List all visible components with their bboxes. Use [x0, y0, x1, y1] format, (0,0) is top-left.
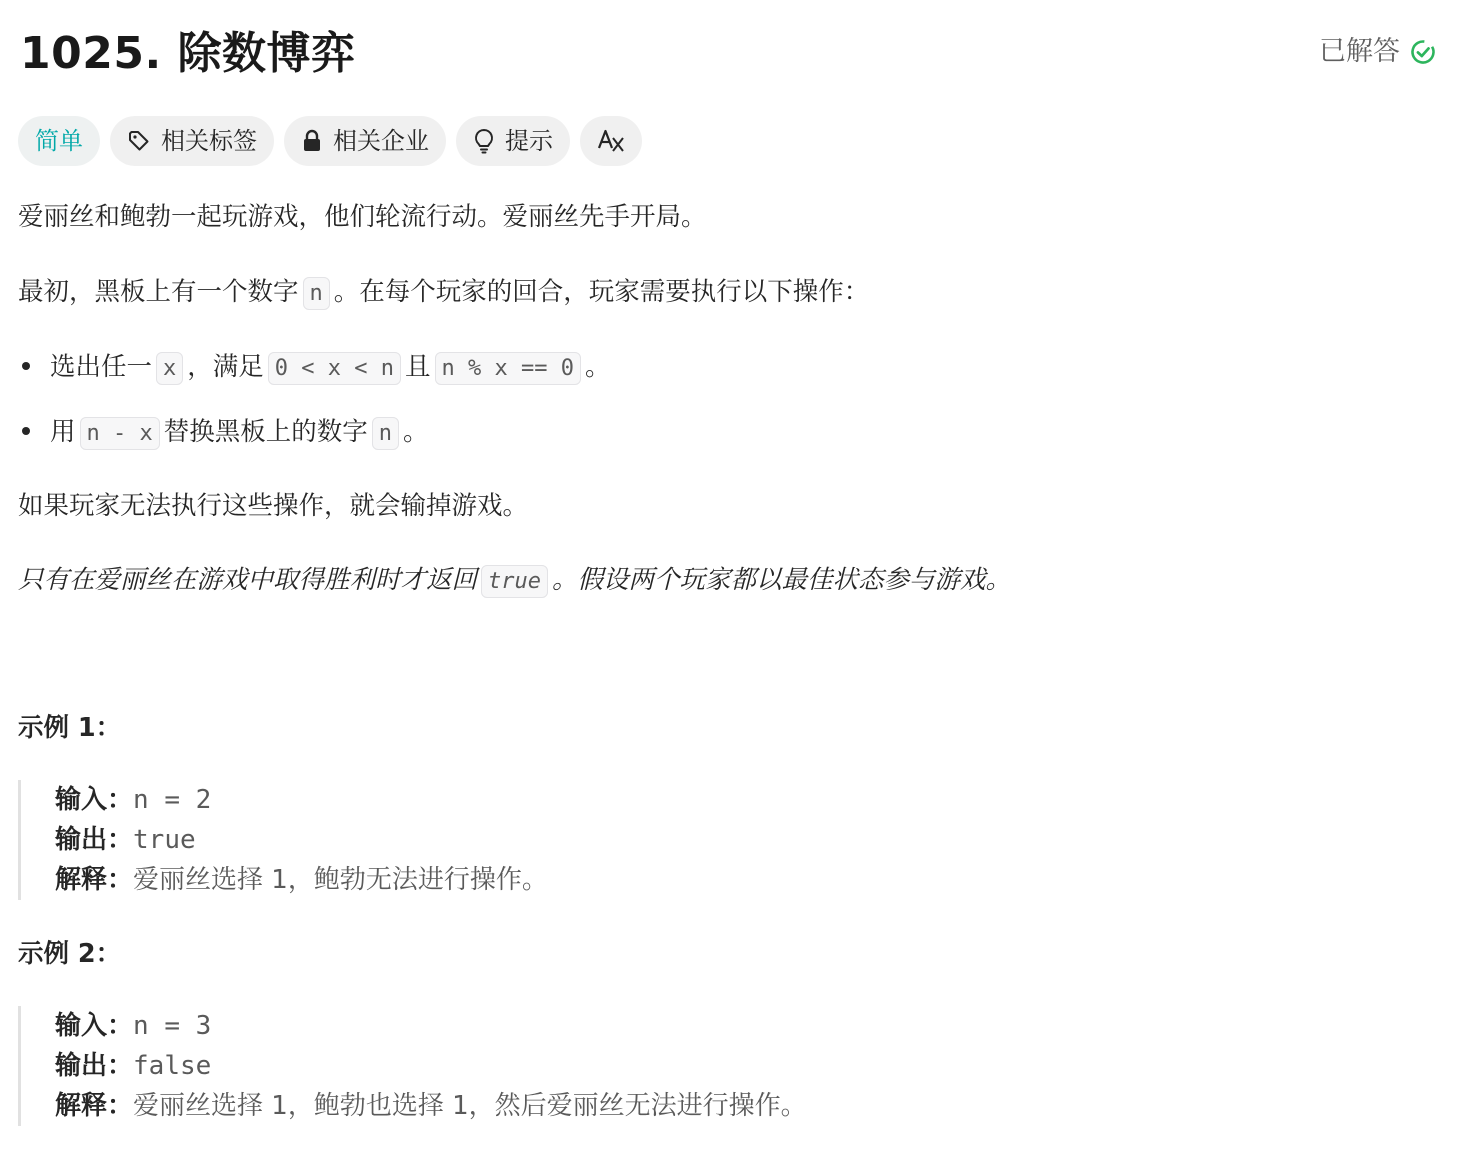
description-paragraph-4: [18, 563, 1011, 599]
example-input-line: [55, 780, 918, 820]
example-explanation-text: 爱丽丝选择 1，鲍勃也选择 1，然后爱丽丝无法进行操作。: [133, 1091, 807, 1121]
related-companies-button[interactable]: [284, 116, 446, 166]
example-output-value: true: [133, 825, 196, 855]
solved-status-label: 已解答: [1319, 36, 1400, 67]
inline-code-modulo: n % x == 0: [435, 352, 581, 385]
b1-text-1: 选出任一: [50, 352, 153, 382]
p4-text-start: 只有在爱丽丝在游戏中取得胜利时才返回: [18, 565, 478, 595]
description-paragraph-1: 爱丽丝和鲍勃一起玩游戏，他们轮流行动。爱丽丝先手开局。: [18, 202, 707, 232]
example-explanation-line: [55, 860, 918, 900]
inline-code-true: true: [481, 565, 548, 598]
bullet-dot: [22, 362, 30, 370]
tag-bar: [18, 116, 642, 166]
example-2-title: 示例 2：: [18, 939, 122, 969]
difficulty-badge[interactable]: [18, 116, 100, 166]
translate-icon: [597, 128, 625, 154]
example-input-line: [55, 1006, 918, 1046]
b1-text-4: 。: [584, 352, 611, 382]
example-input-value: n = 3: [133, 1011, 212, 1041]
b2-text-3: 。: [403, 417, 429, 447]
example-explanation-label: 解释：: [55, 1091, 134, 1121]
example-output-label: 输出：: [55, 1051, 134, 1081]
related-companies-label: 相关企业: [333, 127, 429, 155]
example-input-label: 输入：: [55, 1011, 134, 1041]
example-explanation-label: 解释：: [55, 865, 134, 895]
bullet-item-1: [22, 350, 610, 386]
p4-text-end: 。假设两个玩家都以最佳状态参与游戏。: [552, 565, 1012, 595]
solved-status: [1319, 34, 1436, 70]
example-input-value: n = 2: [133, 785, 212, 815]
b1-text-3: 且: [405, 352, 431, 382]
hints-label: 提示: [505, 127, 553, 155]
example-explanation-text: 爱丽丝选择 1，鲍勃无法进行操作。: [133, 865, 548, 895]
lightbulb-icon: [473, 128, 495, 154]
example-output-line: [55, 820, 918, 860]
related-topics-label: 相关标签: [161, 127, 257, 155]
translate-button[interactable]: [580, 116, 642, 166]
example-1-block: [18, 780, 918, 900]
description-paragraph-2: [18, 275, 869, 311]
example-2-block: [18, 1006, 918, 1126]
lock-icon: [301, 129, 323, 153]
inline-code-n: n: [303, 277, 330, 310]
inline-code-n-minus-x: n - x: [80, 417, 160, 450]
description-paragraph-3: 如果玩家无法执行这些操作，就会输掉游戏。: [18, 491, 529, 521]
check-circle-icon: [1410, 39, 1436, 65]
inline-code-n: n: [372, 417, 399, 450]
b2-text-2: 替换黑板上的数字: [163, 417, 368, 447]
inline-code-x: x: [156, 352, 183, 385]
inline-code-range: 0 < x < n: [268, 352, 401, 385]
example-input-label: 输入：: [55, 785, 134, 815]
bullet-item-2: [22, 415, 429, 451]
problem-title: 1025. 除数博弈: [20, 28, 356, 79]
difficulty-label: 简单: [35, 127, 83, 155]
p2-text-end: 。在每个玩家的回合，玩家需要执行以下操作：: [333, 277, 870, 307]
example-output-value: false: [133, 1051, 212, 1081]
example-output-line: [55, 1046, 918, 1086]
related-topics-button[interactable]: [110, 116, 274, 166]
example-output-label: 输出：: [55, 825, 134, 855]
example-1-title: 示例 1：: [18, 713, 122, 743]
hints-button[interactable]: [456, 116, 570, 166]
example-explanation-line: [55, 1086, 918, 1126]
b2-text-1: 用: [50, 417, 76, 447]
tag-icon: [127, 129, 151, 153]
p2-text-start: 最初，黑板上有一个数字: [18, 277, 299, 307]
b1-text-2: ，满足: [187, 352, 264, 382]
bullet-dot: [22, 427, 30, 435]
